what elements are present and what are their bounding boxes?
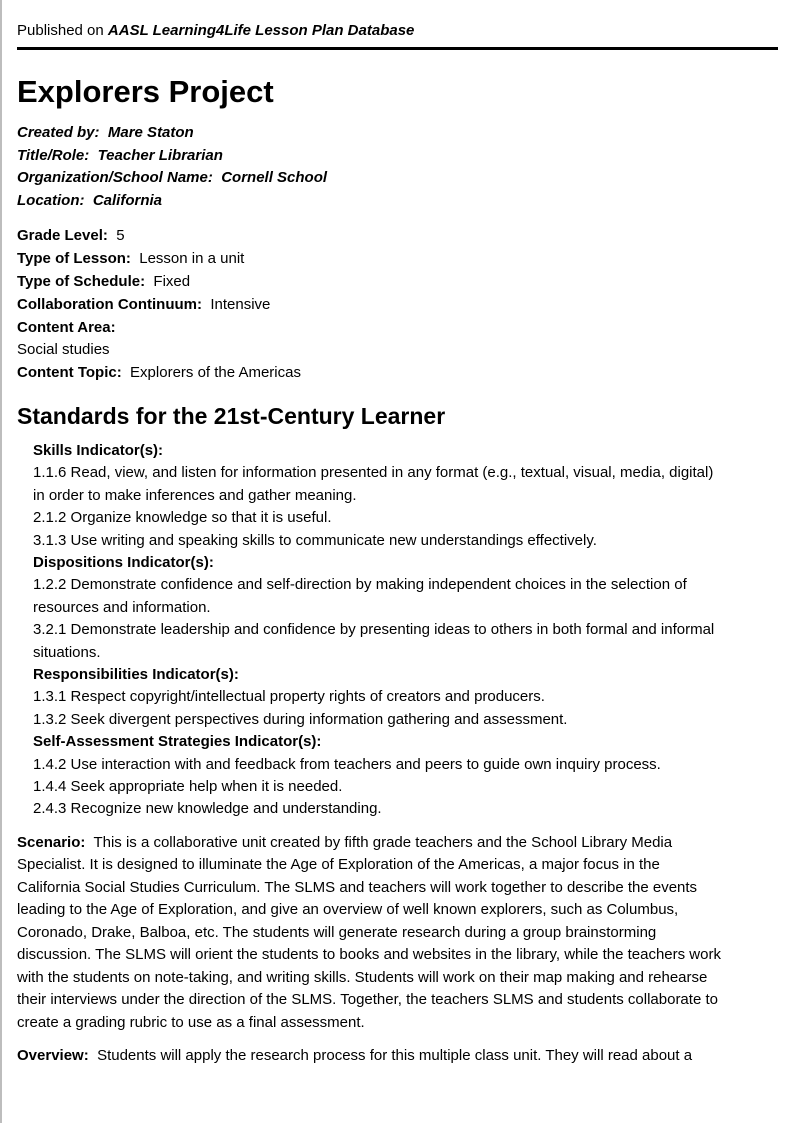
lesson-type-value: Lesson in a unit bbox=[139, 250, 245, 268]
self-assessment-heading: Self-Assessment Strategies Indicator(s): bbox=[33, 733, 322, 751]
author-meta bbox=[17, 122, 779, 212]
disposition-item: situations. bbox=[33, 643, 101, 661]
disposition-item: resources and information. bbox=[33, 598, 211, 616]
location-value: California bbox=[92, 191, 163, 209]
grade-row bbox=[17, 225, 779, 248]
dispositions-heading: Dispositions Indicator(s): bbox=[33, 553, 214, 571]
created-by-row bbox=[17, 122, 779, 145]
lesson-type-label: Type of Lesson: bbox=[17, 250, 131, 268]
overview-paragraph bbox=[17, 1045, 775, 1068]
created-by-label: Created by: bbox=[17, 124, 100, 141]
disposition-item: 3.2.1 Demonstrate leadership and confidence by presenting ideas to others in both formal and informal bbox=[33, 621, 715, 639]
content-area-row bbox=[17, 317, 779, 340]
scenario-paragraph bbox=[17, 832, 775, 1035]
scenario-text: This is a collaborative unit created by fifth grade teachers and the School Library Media bbox=[93, 833, 673, 851]
scenario-line: discussion. The SLMS will orient the students to books and websites in the library, while the teachers work bbox=[17, 946, 721, 964]
content-area-value: Social studies bbox=[17, 341, 110, 359]
overview-line bbox=[17, 1045, 775, 1068]
scenario-line: leading to the Age of Exploration, and give an overview of well known explorers, such as Columbus, bbox=[17, 901, 679, 919]
standards-heading: Standards for the 21st-Century Learner bbox=[17, 402, 446, 429]
responsibilities-heading: Responsibilities Indicator(s): bbox=[33, 666, 239, 684]
published-prefix: Published on bbox=[17, 22, 104, 39]
schedule-label: Type of Schedule: bbox=[17, 272, 146, 290]
scenario-line bbox=[17, 832, 775, 855]
org-value: Cornell School bbox=[221, 169, 328, 187]
skill-item: 3.1.3 Use writing and speaking skills to communicate new understandings effectively. bbox=[33, 531, 597, 549]
role-label: Title/Role: bbox=[17, 146, 90, 164]
standards-section bbox=[33, 440, 779, 821]
disposition-item: 1.2.2 Demonstrate confidence and self-direction by making independent choices in the selection of bbox=[33, 576, 687, 594]
document-page bbox=[17, 0, 779, 1068]
content-topic-label: Content Topic: bbox=[17, 364, 122, 382]
scenario-line: Specialist. It is designed to illuminate the Age of Exploration of the Americas, a major focus in the bbox=[17, 856, 660, 874]
page-title: Explorers Project bbox=[17, 74, 274, 109]
scenario-line: their interviews under the direction of the SLMS. Together, the teachers SLMS and students collaborate to bbox=[17, 991, 718, 1009]
self-assessment-item: 2.4.3 Recognize new knowledge and understanding. bbox=[33, 800, 382, 818]
content-topic-row bbox=[17, 362, 779, 385]
role-row bbox=[17, 145, 779, 168]
scenario-line: with the students on note-taking, and writing skills. Students will work on their map making and rehearse bbox=[17, 968, 708, 986]
created-by-value: Mare Staton bbox=[107, 124, 194, 141]
skill-item: 1.1.6 Read, view, and listen for information presented in any format (e.g., textual, visual, media, digital) bbox=[33, 464, 714, 482]
responsibility-item: 1.3.2 Seek divergent perspectives during information gathering and assessment. bbox=[33, 710, 568, 728]
scenario-line: create a grading rubric to use as a final assessment. bbox=[17, 1013, 365, 1031]
lesson-type-row bbox=[17, 248, 779, 271]
overview-text: Students will apply the research process for this multiple class unit. They will read about a bbox=[97, 1047, 693, 1065]
skill-item: 2.1.2 Organize knowledge so that it is useful. bbox=[33, 509, 332, 527]
content-topic-value: Explorers of the Americas bbox=[130, 364, 301, 382]
lesson-info bbox=[17, 225, 779, 385]
org-row bbox=[17, 167, 779, 190]
grade-value: 5 bbox=[116, 227, 125, 245]
grade-label: Grade Level: bbox=[17, 227, 108, 245]
overview-label: Overview: bbox=[17, 1047, 89, 1065]
collab-label: Collaboration Continuum: bbox=[17, 295, 202, 313]
content-area-label: Content Area: bbox=[17, 318, 116, 336]
org-label: Organization/School Name: bbox=[17, 169, 213, 187]
published-source: AASL Learning4Life Lesson Plan Database bbox=[107, 22, 415, 39]
collab-value: Intensive bbox=[210, 295, 271, 313]
schedule-value: Fixed bbox=[153, 272, 191, 290]
scenario-line: Coronado, Drake, Balboa, etc. The students will generate research during a group brainstorming bbox=[17, 923, 657, 941]
location-label: Location: bbox=[17, 191, 85, 209]
left-page-border bbox=[0, 0, 2, 1123]
skills-heading: Skills Indicator(s): bbox=[33, 441, 164, 459]
self-assessment-item: 1.4.4 Seek appropriate help when it is needed. bbox=[33, 778, 343, 796]
location-row bbox=[17, 190, 779, 213]
collab-row bbox=[17, 294, 779, 317]
schedule-row bbox=[17, 271, 779, 294]
responsibility-item: 1.3.1 Respect copyright/intellectual property rights of creators and producers. bbox=[33, 688, 545, 706]
role-value: Teacher Librarian bbox=[97, 146, 223, 164]
published-on-line bbox=[17, 0, 779, 45]
skill-item: in order to make inferences and gather meaning. bbox=[33, 486, 357, 504]
scenario-line: California Social Studies Curriculum. The SLMS and teachers will work together to describe the events bbox=[17, 878, 698, 896]
self-assessment-item: 1.4.2 Use interaction with and feedback from teachers and peers to guide own inquiry process. bbox=[33, 755, 661, 773]
scenario-label: Scenario: bbox=[17, 833, 86, 851]
